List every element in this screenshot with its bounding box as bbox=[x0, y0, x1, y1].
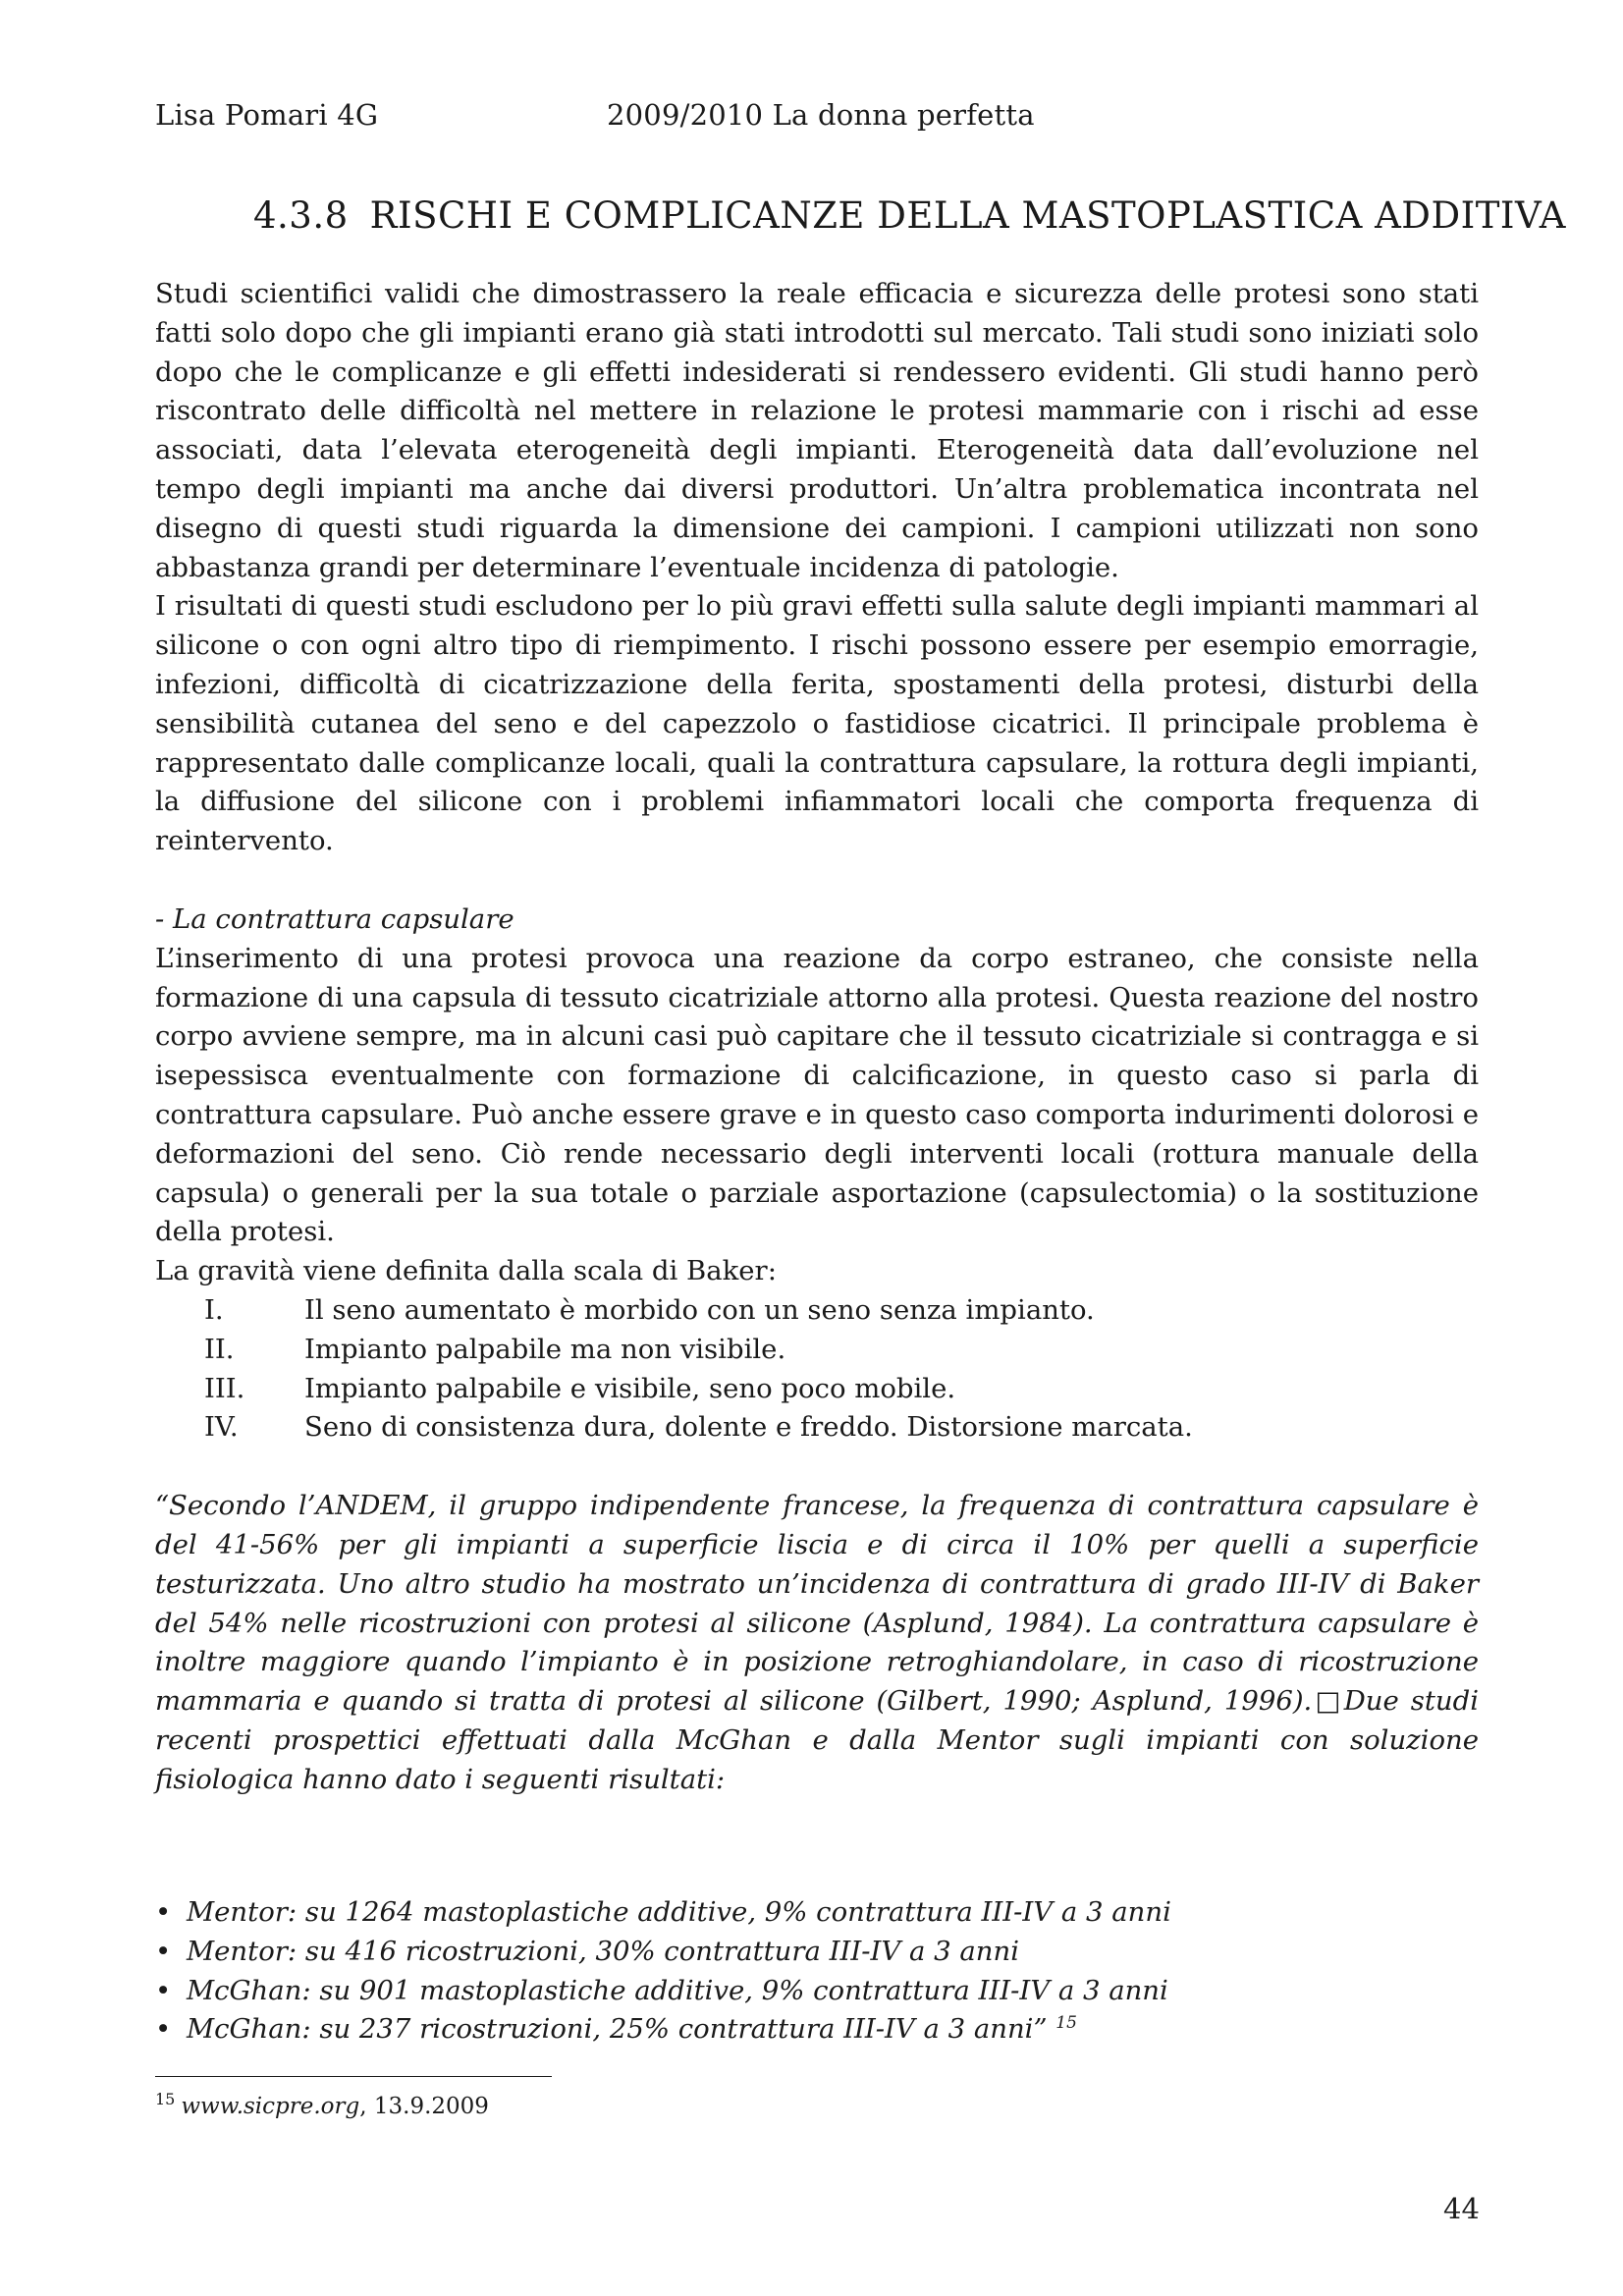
baker-scale-text: Seno di consistenza dura, dolente e freddo. Distorsione marcata. bbox=[304, 1411, 1193, 1444]
footnote bbox=[155, 2090, 489, 2119]
body-text bbox=[155, 275, 1479, 1799]
results-item bbox=[155, 1933, 1479, 1972]
roman-numeral: II. bbox=[204, 1333, 235, 1365]
footnote-link[interactable]: www.sicpre.org bbox=[181, 2094, 360, 2119]
results-item bbox=[155, 2010, 1479, 2050]
section-heading bbox=[253, 194, 1566, 237]
baker-scale-item bbox=[155, 1331, 1479, 1370]
baker-scale-item bbox=[155, 1408, 1479, 1448]
baker-scale-item bbox=[155, 1291, 1479, 1331]
page-number: 44 bbox=[1443, 2192, 1480, 2225]
baker-scale-text: Il seno aumentato è morbido con un seno senza impianto. bbox=[304, 1293, 1095, 1326]
results-item bbox=[155, 1972, 1479, 2011]
quoted-paragraph: “Secondo l’ANDEM, il gruppo indipendente francese, la frequenza di contrattura capsulare è del 41-56% per gli impianti a superficie liscia e di circa il 10% per quelli a superficie testurizzata. Uno altro studio ha mostrato un’incidenza di contrattura di grado III-IV di Baker del 54% nelle ricostruzioni con protesi al silicone (Asplund, 1984). La contrattura capsulare è inoltre maggiore quando l’impianto è in posizione retroghiandolare, in caso di ricostruzione mammaria e quando si tratta di protesi al silicone (Gilbert, 1990; Asplund, 1996).□Due studi recenti prospettici effettuati dalla McGhan e dalla Mentor sugli impianti con soluzione fisiologica hanno dato i seguenti risultati: bbox=[155, 1490, 1479, 1795]
baker-scale-text: Impianto palpabile ma non visibile. bbox=[304, 1333, 786, 1365]
results-list bbox=[155, 1893, 1479, 2050]
results-text: McGhan: su 237 ricostruzioni, 25% contrattura III-IV a 3 anni” bbox=[187, 2013, 1048, 2046]
header-title: 2009/2010 La donna perfetta bbox=[607, 98, 1035, 132]
baker-scale-text: Impianto palpabile e visibile, seno poco mobile. bbox=[304, 1372, 956, 1404]
footnote-divider bbox=[155, 2076, 552, 2077]
footnote-date: , 13.9.2009 bbox=[359, 2094, 489, 2119]
bullet-icon: • bbox=[155, 1974, 172, 2006]
baker-scale-item bbox=[155, 1370, 1479, 1409]
paragraph: Studi scientifici validi che dimostrassero la reale efficacia e sicurezza delle protesi sono stati fatti solo dopo che gli impianti erano già stati introdotti sul mercato. Tali studi sono iniziati solo dopo che le complicanze e gli effetti indesiderati si rendessero evidenti. Gli studi hanno però riscontrato delle difficoltà nel mettere in relazione le protesi mammarie con i rischi ad esse associati, data l’elevata eterogeneità degli impianti. Eterogeneità data dall’evoluzione nel tempo degli impianti ma anche dai diversi produttori. Un’altra problematica incontrata nel disegno di questi studi riguarda la dimensione dei campioni. I campioni utilizzati non sono abbastanza grandi per determinare l’eventuale incidenza di patologie. bbox=[155, 278, 1479, 583]
baker-intro: La gravità viene definita dalla scala di Baker: bbox=[155, 1255, 777, 1287]
paragraph: I risultati di questi studi escludono per lo più gravi effetti sulla salute degli impianti mammari al silicone o con ogni altro tipo di riempimento. I rischi possono essere per esempio emorragie, infezioni, difficoltà di cicatrizzazione della ferita, spostamenti della protesi, disturbi della sensibilità cutanea del seno e del capezzolo o fastidiose cicatrici. Il principale problema è rappresentato dalle complicanze locali, quali la contrattura capsulare, la rottura degli impianti, la diffusione del silicone con i problemi infiammatori locali che comporta frequenza di reintervento. bbox=[155, 590, 1479, 857]
roman-numeral: IV. bbox=[204, 1411, 239, 1444]
results-text: Mentor: su 416 ricostruzioni, 30% contrattura III-IV a 3 anni bbox=[187, 1935, 1020, 1967]
section-number: 4.3.8 bbox=[253, 194, 349, 237]
bullet-icon: • bbox=[155, 1935, 172, 1967]
baker-scale-list bbox=[155, 1291, 1479, 1448]
results-item bbox=[155, 1893, 1479, 1933]
section-title: RISCHI E COMPLICANZE DELLA MASTOPLASTICA ADDITIVA bbox=[369, 194, 1566, 237]
results-text: Mentor: su 1264 mastoplastiche additive, 9% contrattura III-IV a 3 anni bbox=[187, 1896, 1171, 1928]
results-text: McGhan: su 901 mastoplastiche additive, 9% contrattura III-IV a 3 anni bbox=[187, 1974, 1168, 2006]
subsection-heading: - La contrattura capsulare bbox=[155, 902, 514, 935]
roman-numeral: I. bbox=[204, 1293, 224, 1326]
bullet-icon: • bbox=[155, 2013, 172, 2046]
bullet-icon: • bbox=[155, 1896, 172, 1928]
subsection-paragraph: L’inserimento di una protesi provoca una reazione da corpo estraneo, che consiste nella formazione di una capsula di tessuto cicatriziale attorno alla protesi. Questa reazione del nostro corpo avviene sempre, ma in alcuni casi può capitare che il tessuto cicatriziale si contragga e si isepessisca eventualmente con formazione di calcificazione, in questo caso si parla di contrattura capsulare. Può anche essere grave e in questo caso comporta indurimenti dolorosi e deformazioni del seno. Ciò rende necessario degli interventi locali (rottura manuale della capsula) o generali per la sua totale o parziale asportazione (capsulectomia) o la sostituzione della protesi. bbox=[155, 942, 1479, 1248]
footnote-number: 15 bbox=[155, 2090, 176, 2109]
footnote-reference[interactable]: 15 bbox=[1055, 2013, 1077, 2034]
header-author: Lisa Pomari 4G bbox=[155, 98, 379, 132]
roman-numeral: III. bbox=[204, 1372, 245, 1404]
